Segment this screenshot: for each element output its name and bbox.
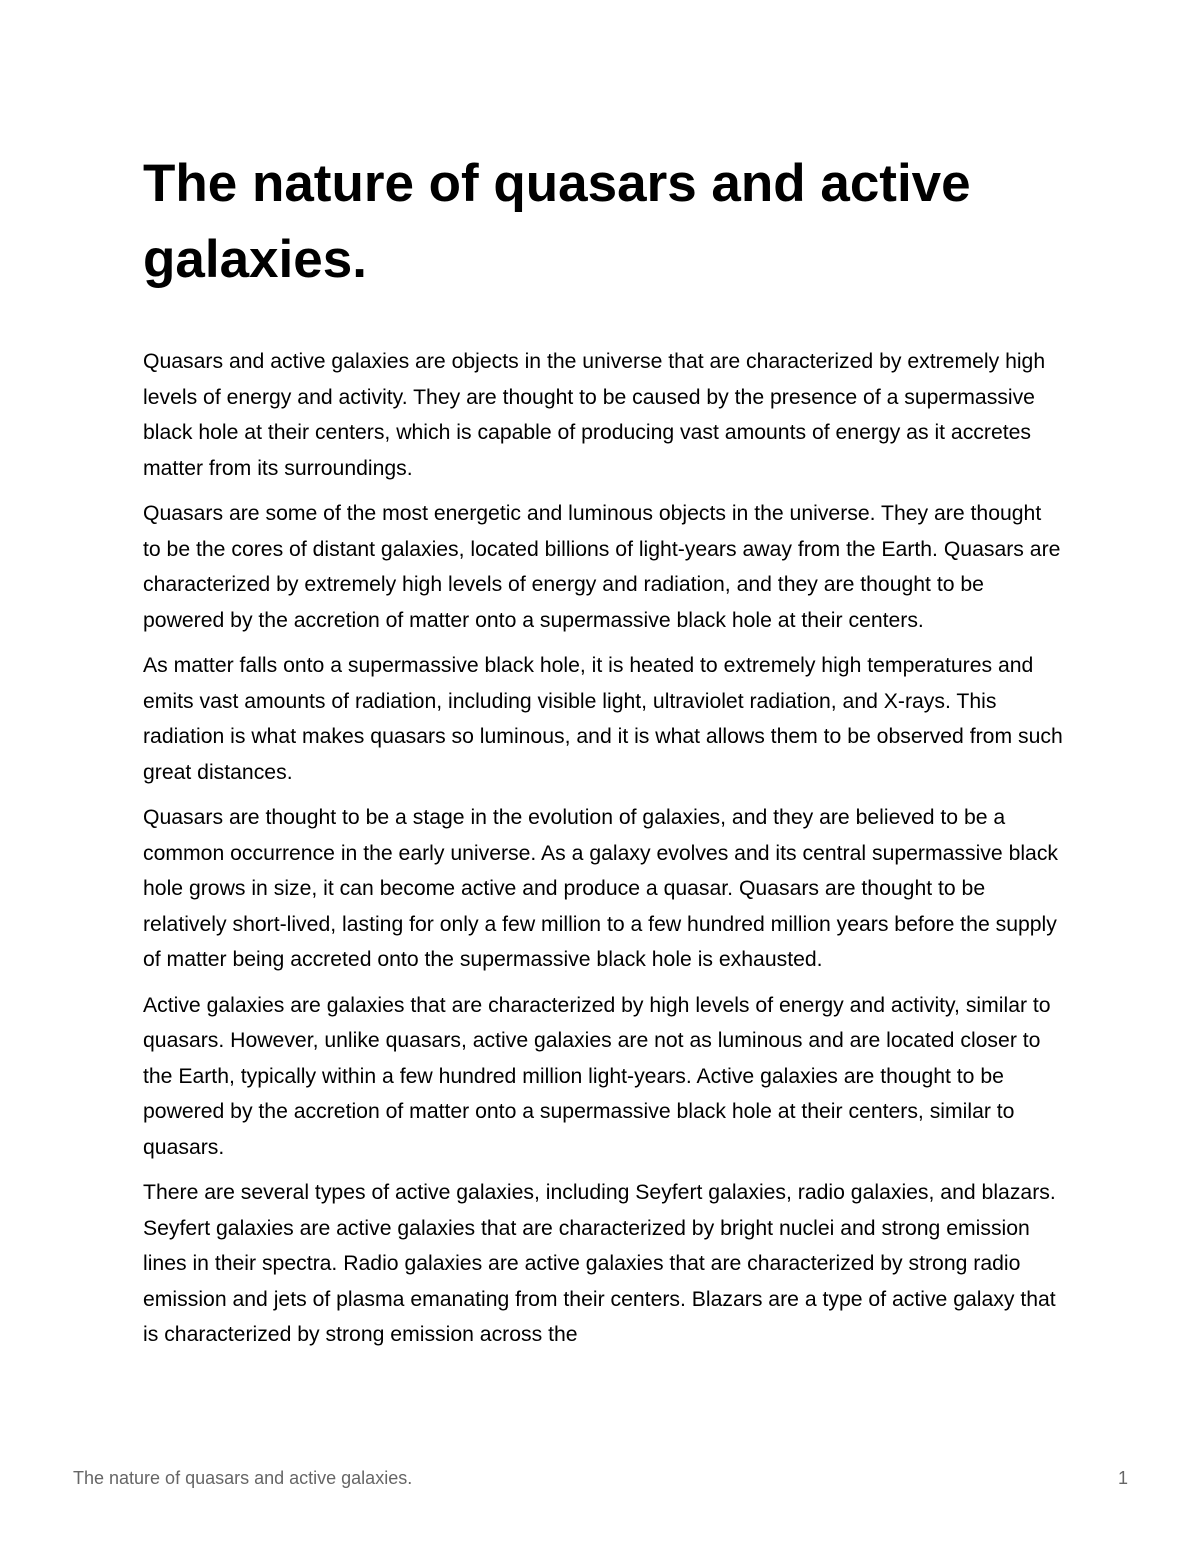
document-body <box>143 344 1063 1353</box>
footer-title: The nature of quasars and active galaxies. <box>73 1468 413 1488</box>
paragraph-3: As matter falls onto a supermassive black hole, it is heated to extremely high temperatures and emits vast amounts of radiation, including visible light, ultraviolet radiation, and X-rays. This radiation is what makes quasars so luminous, and it is what allows them to be observed from such great distances. <box>143 654 1063 784</box>
page-number: 1 <box>1117 1468 1128 1488</box>
paragraph-1: Quasars and active galaxies are objects in the universe that are characterized by extremely high levels of energy and activity. They are thought to be caused by the presence of a supermassive black hole at their centers, which is capable of producing vast amounts of energy as it accretes matter from its surroundings. <box>143 350 1046 480</box>
paragraph-2: Quasars are some of the most energetic and luminous objects in the universe. They are thought to be the cores of distant galaxies, located billions of light-years away from the Earth. Quasars are characterized by extremely high levels of energy and radiation, and they are thought to be powered by the accretion of matter onto a supermassive black hole at their centers. <box>143 502 1061 632</box>
paragraph-6: There are several types of active galaxies, including Seyfert galaxies, radio galaxies, and blazars. Seyfert galaxies are active galaxies that are characterized by bright nuclei and strong emission lines in their spectra. Radio galaxies are active galaxies that are characterized by strong radio emission and jets of plasma emanating from their centers. Blazars are a type of active galaxy that is characterized by strong emission across the <box>143 1181 1056 1346</box>
paragraph-4: Quasars are thought to be a stage in the evolution of galaxies, and they are believed to be a common occurrence in the early universe. As a galaxy evolves and its central supermassive black hole grows in size, it can become active and produce a quasar. Quasars are thought to be relatively short-lived, lasting for only a few million to a few hundred million years before the supply of matter being accreted onto the supermassive black hole is exhausted. <box>143 806 1059 971</box>
paragraph-5: Active galaxies are galaxies that are characterized by high levels of energy and activity, similar to quasars. However, unlike quasars, active galaxies are not as luminous and are located closer to the Earth, typically within a few hundred million light-years. Active galaxies are thought to be powered by the accretion of matter onto a supermassive black hole at their centers, similar to quasars. <box>143 993 1051 1159</box>
document-title: The nature of quasars and active galaxies. <box>143 154 971 289</box>
document-content <box>143 146 1063 1363</box>
